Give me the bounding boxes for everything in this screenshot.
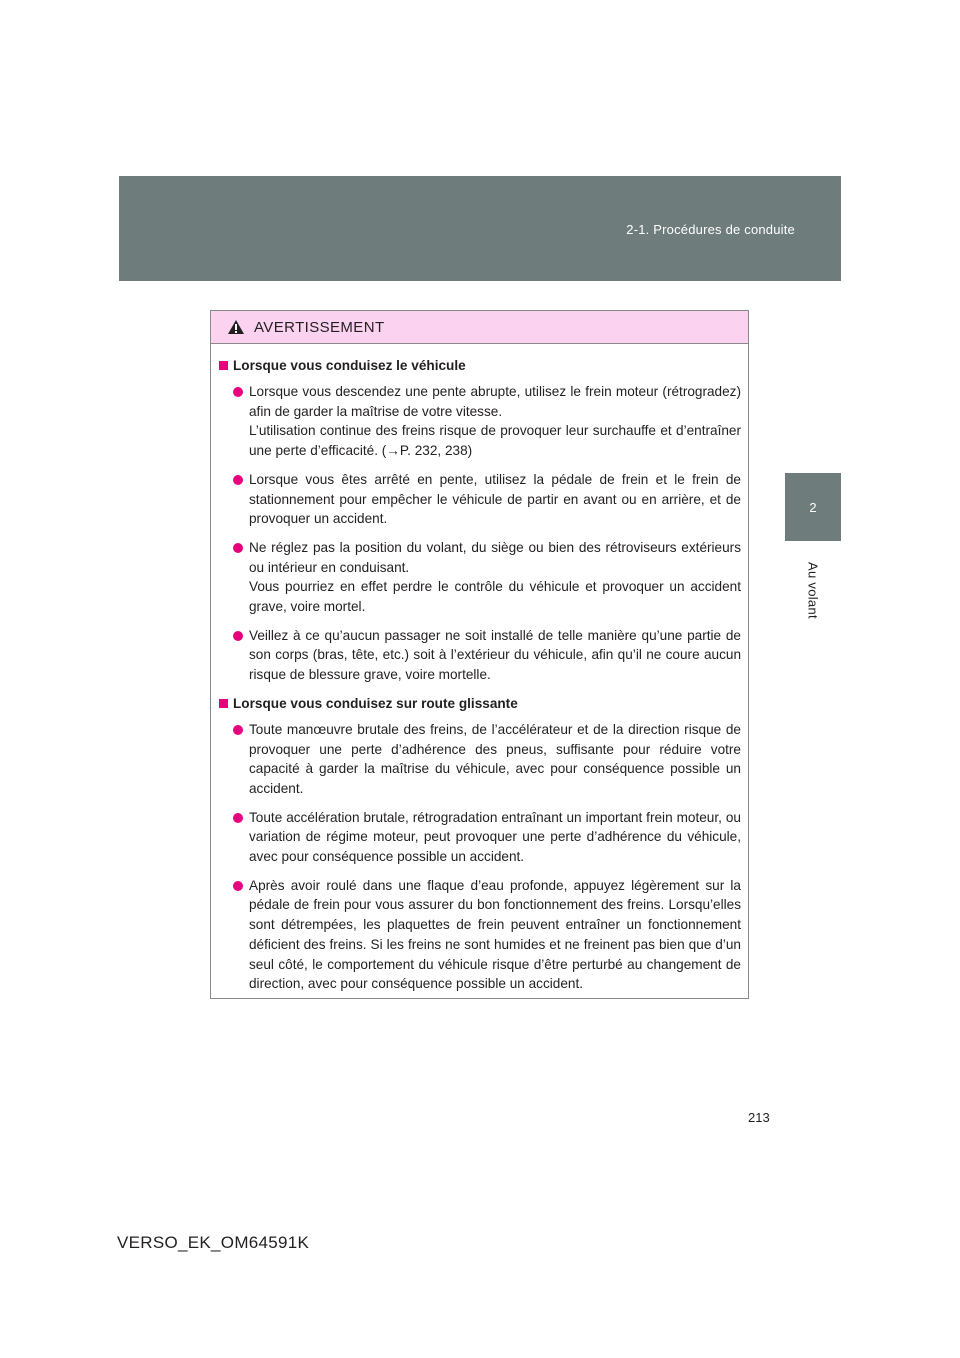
list-item [218, 470, 741, 529]
paragraph: Veillez à ce qu’aucun passager ne soit installé de telle manière qu’une partie de son corps (bras, tête, etc.) soit à l’extérieur du véhicule, afin qu’il ne coure aucun risque de blessure grave, voire mortelle. [249, 627, 741, 683]
paragraph: Lorsque vous êtes arrêté en pente, utilisez la pédale de frein et le frein de stationnement pour empêcher le véhicule de partir en avant ou en arrière, et de provoquer un accident. [249, 471, 741, 527]
document-code: VERSO_EK_OM64591K [117, 1233, 310, 1252]
list-item-text [249, 876, 741, 994]
section-title: 2-1. Procédures de conduite [626, 222, 795, 237]
section-heading [218, 694, 741, 714]
warning-body [211, 344, 748, 994]
paragraph: Toute accélération brutale, rétrogradation entraînant un important frein moteur, ou variation de régime moteur, peut provoquer une perte d’adhérence du véhicule, avec pour conséquence possible un accident. [249, 809, 741, 865]
round-bullet-icon [233, 543, 243, 553]
round-bullet-icon [233, 725, 243, 735]
header-band [119, 176, 841, 281]
section-heading-text: Lorsque vous conduisez le véhicule [233, 358, 466, 373]
round-bullet-icon [233, 813, 243, 823]
chapter-number: 2 [809, 499, 817, 515]
list-item [218, 626, 741, 685]
list-item [218, 538, 741, 617]
list-item-text [249, 720, 741, 799]
square-bullet-icon [219, 699, 228, 708]
paragraph: Lorsque vous descendez une pente abrupte, utilisez le frein moteur (rétrogradez) afin de garder la maîtrise de votre vitesse. [249, 384, 741, 419]
chapter-label: Au volant [805, 561, 821, 619]
warning-header [211, 311, 748, 344]
round-bullet-icon [233, 631, 243, 641]
list-item [218, 382, 741, 461]
list-item-text [249, 470, 741, 529]
round-bullet-icon [233, 881, 243, 891]
list-item-text [249, 626, 741, 685]
chapter-tab[interactable] [785, 473, 841, 541]
list-item-text [249, 538, 741, 617]
paragraph: Toute manœuvre brutale des freins, de l’accélérateur et de la direction risque de provoquer une perte d’adhérence des pneus, suffisante pour réduire votre capacité à garder la maîtrise du véhicule, avec pour conséquence possible un accident. [249, 721, 741, 796]
square-bullet-icon [219, 361, 228, 370]
round-bullet-icon [233, 387, 243, 397]
warning-title: AVERTISSEMENT [254, 318, 385, 336]
chapter-label-container [782, 550, 844, 630]
paragraph: Ne réglez pas la position du volant, du siège ou bien des rétroviseurs extérieurs ou intérieur en conduisant. [249, 539, 741, 575]
section-heading-text: Lorsque vous conduisez sur route glissante [233, 695, 518, 711]
warning-box [210, 310, 749, 999]
paragraph: L’utilisation continue des freins risque de provoquer leur surchauffe et d’entraîner une perte d’efficacité. (→P. 232, 238) [249, 423, 741, 459]
round-bullet-icon [233, 475, 243, 485]
paragraph: Vous pourriez en effet perdre le contrôle du véhicule et provoquer un accident grave, voire mortel. [249, 579, 741, 615]
list-item [218, 720, 741, 799]
section-heading [218, 356, 741, 376]
list-item-text [249, 808, 741, 867]
page-number: 213 [748, 1110, 770, 1125]
warning-triangle-icon [227, 319, 245, 335]
list-item-text [249, 382, 741, 461]
paragraph: Après avoir roulé dans une flaque d’eau profonde, appuyez légèrement sur la pédale de frein pour vous assurer du bon fonctionnement des freins. Lorsqu’elles sont détrempées, les plaquettes de frein peuvent entraîner un fonctionnement déficient des freins. Si les freins ne sont humides et ne freinent pas bien que d’un seul côté, le comportement du véhicule risque d’être perturbé au changement de direction, avec pour conséquence possible un accident. [249, 877, 741, 992]
list-item [218, 808, 741, 867]
list-item [218, 876, 741, 994]
